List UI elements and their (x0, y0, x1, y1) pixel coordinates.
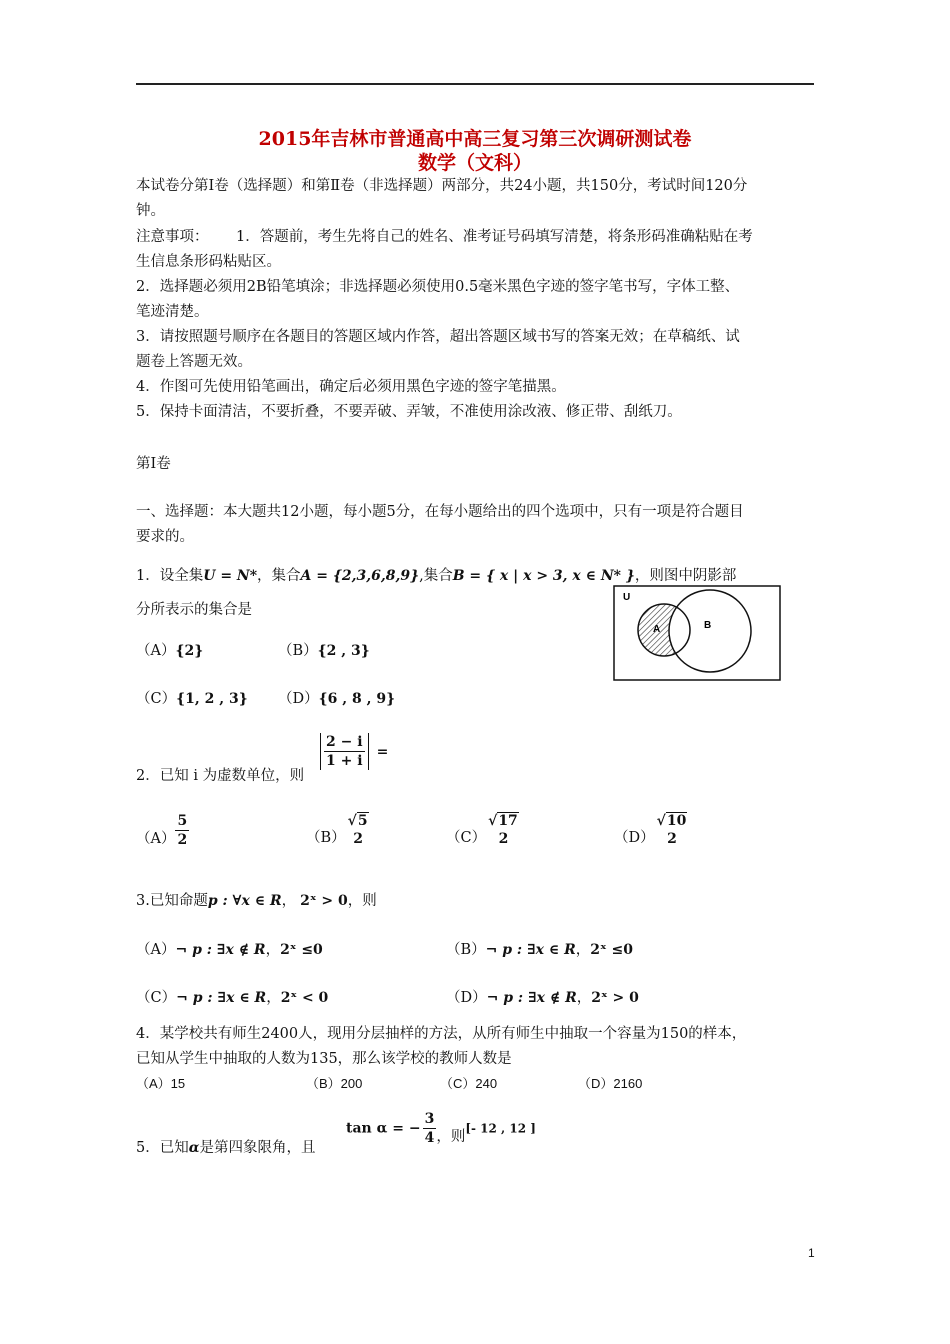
q1-line-2: 分所表示的集合是 (136, 602, 252, 618)
q2-stem: 2．已知 i 为虚数单位，则 (136, 768, 305, 784)
q3-option-d: （D）¬ p : ∃x ∉ R，2ˣ > 0 (446, 990, 639, 1006)
question-3: 3.已知命题p : ∀x ∈ R， 2ˣ > 0，则 (136, 893, 377, 909)
note-5: 5．保持卡面清洁，不要折叠，不要弄破、弄皱，不准使用涂改液、修正带、刮纸刀。 (136, 404, 682, 420)
q1-universal-set: U = N* (203, 568, 258, 584)
q4-option-b: （B）200 (306, 1076, 363, 1091)
q5-tan-expression: tan α = − $\frac{3}{4}$ ，则[- 12 , 12 ] (346, 1111, 536, 1146)
q1-text-1: 1．设全集 (136, 568, 204, 584)
venn-label-a: A (653, 624, 661, 635)
q3-option-b: （B）¬ p : ∃x ∈ R，2ˣ ≤0 (446, 942, 633, 958)
q2-numerator: 2 − i (326, 734, 363, 750)
q1-option-b: （B）{2 , 3} (278, 643, 370, 659)
page-title: 2015年吉林市普通高中高三复习第三次调研测试卷 (258, 128, 692, 150)
venn-label-u: U (623, 592, 631, 603)
q2-equals: = (376, 743, 389, 760)
q1-text-2: ，集合 (257, 568, 301, 584)
question-1 (136, 566, 736, 586)
q2-option-d: （D） √10 2 (614, 813, 687, 847)
note-3-line-1: 3．请按照题号顺序在各题目的答题区域内作答，超出答题区域书写的答案无效；在草稿纸、试 (136, 329, 740, 345)
q3-proposition: p : ∀x ∈ R (207, 893, 282, 909)
part-1-heading: 第Ⅰ卷 (136, 456, 171, 472)
q4-line-2: 已知从学生中抽取的人数为135，那么该学校的教师人数是 (136, 1051, 512, 1067)
q1-text-4: ，则图中阴影部 (634, 568, 737, 584)
intro-line-1: 本试卷分第Ⅰ卷（选择题）和第Ⅱ卷（非选择题）两部分，共24小题，共150分，考试时间120分 (136, 178, 748, 194)
q1-text-3: ,集合 (419, 568, 453, 584)
q4-line-1: 4．某学校共有师生2400人，现用分层抽样的方法，从所有师生中抽取一个容量为150的样本， (136, 1026, 747, 1042)
q4-option-d: （D）2160 (578, 1076, 643, 1091)
page-subtitle: 数学（文科） (417, 152, 532, 174)
section-1-line-1: 一、选择题：本大题共12小题，每小题5分，在每小题给出的四个选项中，只有一项是符合题目 (136, 504, 744, 520)
q4-option-a: （A）15 (136, 1076, 186, 1091)
q3-option-a: （A）¬ p : ∃x ∉ R，2ˣ ≤0 (136, 942, 323, 958)
q4-option-c: （C）240 (440, 1076, 498, 1091)
section-1-line-2: 要求的。 (136, 529, 194, 545)
q1-set-a: A = {2,3,6,8,9} (300, 568, 420, 584)
venn-circle-b (669, 590, 751, 672)
q1-set-b: B = { x | x > 3, x ∈ N* } (452, 568, 635, 584)
note-2-line-1: 2．选择题必须用2B铅笔填涂；非选择题必须使用0.5毫米黑色字迹的签字笔书写，字体工整、 (136, 279, 740, 295)
q2-expression (320, 733, 388, 770)
q2-option-b: （B） √5 2 (306, 813, 368, 847)
question-5: 5．已知α是第四象限角，且 (136, 1140, 316, 1156)
note-3-line-2: 题卷上答题无效。 (136, 354, 252, 370)
note-1-line-1: 1．答题前，考生先将自己的姓名、准考证号码填写清楚，将条形码准确粘贴在考 (236, 229, 753, 245)
q5-alpha: α (188, 1140, 200, 1156)
note-2-line-2: 笔迹清楚。 (136, 304, 209, 320)
q1-option-a: （A）{2} (136, 643, 204, 659)
q2-denominator: 1 + i (326, 753, 363, 769)
intro-line-2: 钟。 (136, 203, 165, 219)
q5-range: [- 12 , 12 ] (465, 1121, 536, 1136)
venn-label-b: B (704, 620, 712, 631)
notes-heading: 注意事项： (136, 229, 209, 245)
note-1-line-2: 生信息条形码粘贴区。 (136, 254, 281, 270)
q1-option-c: （C）{1, 2 , 3} (136, 691, 248, 707)
note-4: 4．作图可先使用铅笔画出，确定后必须用黑色字迹的签字笔描黑。 (136, 379, 566, 395)
q3-inequality: 2ˣ > 0 (300, 893, 348, 909)
q3-option-c: （C）¬ p : ∃x ∈ R，2ˣ < 0 (136, 990, 329, 1006)
venn-diagram (612, 584, 782, 682)
top-rule (136, 83, 814, 85)
page-number: 1 (808, 1246, 815, 1260)
q1-option-d: （D）{6 , 8 , 9} (278, 691, 396, 707)
q2-option-a: （A） $\frac{5}{2}$ (136, 813, 188, 848)
q2-option-c: （C） √17 2 (446, 813, 518, 847)
